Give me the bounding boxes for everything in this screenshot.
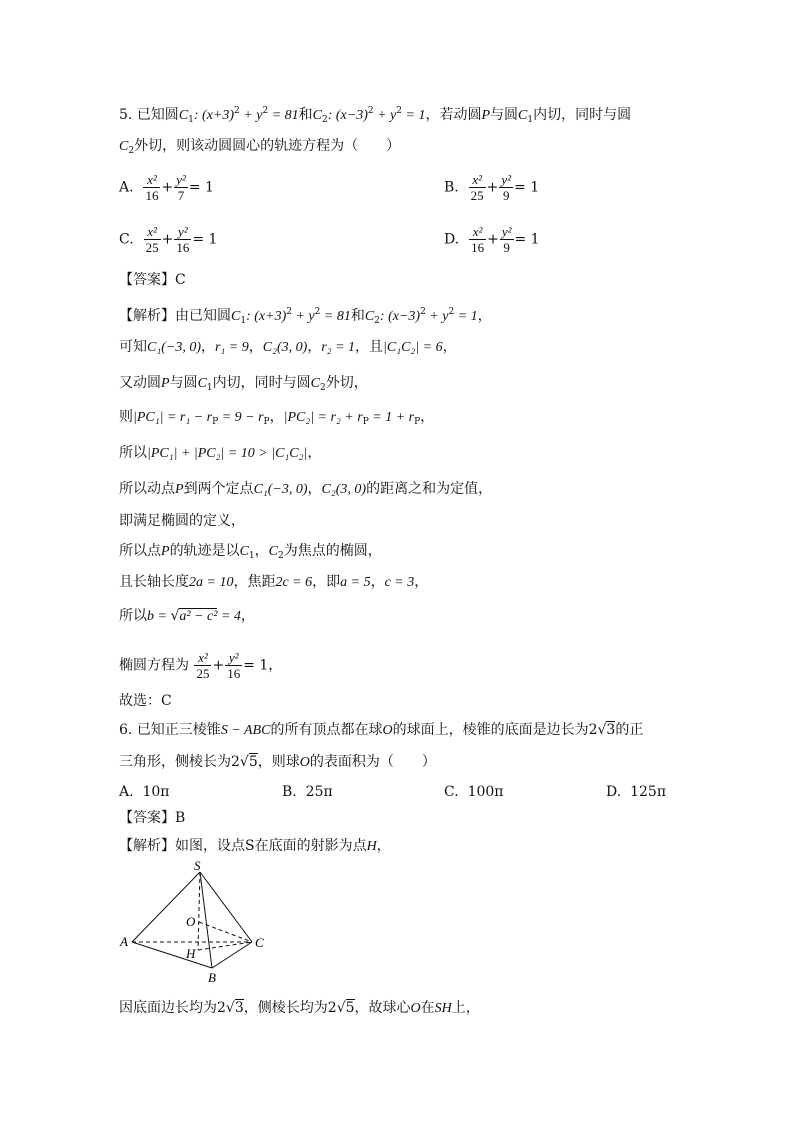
label-s: S bbox=[194, 858, 201, 873]
q6-analysis-line-last: 因底面边长均为2√3，侧棱长均为2√5，故球心O在SH上， bbox=[119, 1000, 480, 1016]
label-a: A bbox=[120, 934, 128, 949]
q6-answer: 【答案】B bbox=[119, 810, 186, 826]
q5-answer: 【答案】C bbox=[119, 272, 186, 288]
q5-analysis-line4: 则$|PC_1| = r_1 - r_P = 9 - r_P$，$|PC_2| = r_2 + r_P = 1 + r_P$， bbox=[119, 409, 435, 427]
edge-bc bbox=[212, 942, 252, 968]
q5-analysis-line2: 可知C₁(−3, 0)，r₁ = 9，C₂(3, 0)，r₂ = 1，且|C₁C₂| = 6， bbox=[119, 339, 457, 355]
q6-number: 6. bbox=[119, 722, 133, 738]
q6-option-b[interactable]: B. 25π bbox=[282, 784, 333, 800]
q5-analysis-line10: 所以b = √a² − c² = 4， bbox=[119, 608, 255, 624]
q6-option-d[interactable]: D. 125π bbox=[606, 784, 667, 800]
q5-analysis-line11: 椭圆方程为 $\frac{\text{x²}}{25}$ + $\frac{\text{y²}}{16}$ = 1， bbox=[119, 650, 283, 681]
edge-ab bbox=[132, 942, 212, 968]
edge-sa bbox=[132, 872, 200, 942]
q6-analysis-line1: 【解析】如图，设点S在底面的射影为点H， bbox=[119, 838, 391, 854]
q5-analysis-line8: 所以点P的轨迹是以$C_1$，$C_2$为焦点的椭圆， bbox=[119, 543, 382, 561]
q5-analysis-line1: 【解析】由已知圆$C_1$: $(x+3)^2 + y^2 = 81$和$C_2$: $(x-3)^2 + y^2 = 1$， bbox=[119, 307, 492, 326]
label-h: H bbox=[186, 946, 196, 961]
q5-stem-line2: $C_2$外切，则该动圆圆心的轨迹方程为（ ） bbox=[119, 138, 401, 156]
q5-analysis-line6: 所以动点P到两个定点C₁(−3, 0)，C₂(3, 0)的距离之和为定值， bbox=[119, 481, 493, 497]
label-o: O bbox=[186, 914, 196, 929]
q6-stem-line1: 6. 已知正三棱锥S − ABC的所有顶点都在球O的球面上，棱锥的底面是边长为2√3的正 bbox=[119, 722, 644, 738]
label-b: B bbox=[208, 970, 216, 985]
q6-stem-line2: 三角形，侧棱长为2√5，则球O的表面积为（ ） bbox=[119, 754, 436, 770]
q5-option-d[interactable]: D. $\frac{\text{x²}}{16}$ + $\frac{\text{y²}}{9}$ = 1 bbox=[444, 224, 540, 255]
q5-option-a[interactable]: A. $\frac{\text{x²}}{16}$ + $\frac{\text{y²}}{7}$ = 1 bbox=[119, 172, 214, 203]
q5-analysis-line7: 即满足椭圆的定义， bbox=[119, 513, 245, 529]
q6-option-c[interactable]: C. 100π bbox=[444, 784, 504, 800]
q5-option-c[interactable]: C. $\frac{\text{x²}}{25}$ + $\frac{\text{y²}}{16}$ = 1 bbox=[119, 224, 218, 255]
q5-analysis-line12: 故选：C bbox=[119, 693, 172, 709]
q5-analysis-line3: 又动圆P与圆$C_1$内切，同时与圆$C_2$外切， bbox=[119, 375, 368, 393]
pyramid-figure bbox=[110, 858, 280, 988]
segment-sh-hidden bbox=[198, 872, 200, 950]
q5-option-b[interactable]: B. $\frac{\text{x²}}{25}$ + $\frac{\text{y²}}{9}$ = 1 bbox=[444, 172, 540, 203]
q5-stem-line1: 5. 已知圆$C_1$: $(x+3)^2 + y^2 = 81$和$C_2$: $(x-3)^2 + y^2 = 1$，若动圆P与圆$C_1$内切，同时与圆 bbox=[119, 106, 632, 125]
q5-analysis-line5: 所以|PC₁| + |PC₂| = 10 > |C₁C₂|， bbox=[119, 445, 322, 461]
q5-analysis-line9: 且长轴长度2a = 10，焦距2c = 6，即a = 5，c = 3， bbox=[119, 574, 429, 590]
q5-number: 5. bbox=[119, 107, 133, 123]
segment-hc-hidden bbox=[198, 942, 252, 950]
q6-option-a[interactable]: A. 10π bbox=[119, 784, 170, 800]
label-c: C bbox=[255, 935, 264, 950]
